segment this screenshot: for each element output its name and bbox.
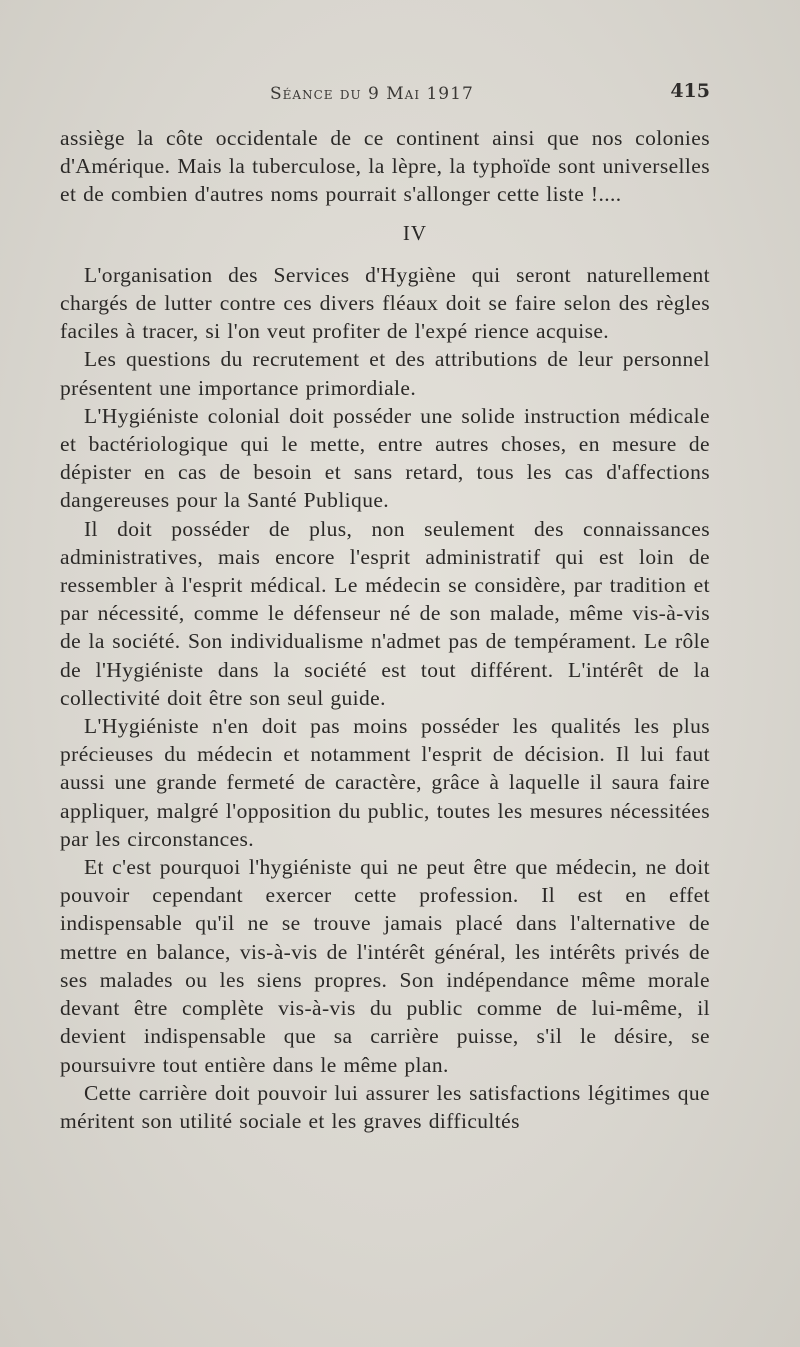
- paragraph: assiège la côte occidentale de ce continent ainsi que nos colonies d'Amérique. Mais la tuberculose, la lèpre, la typhoïde sont universelles et de combien d'autres noms pourrait s'allonger cette liste !....: [60, 126, 710, 207]
- page-number: 415: [670, 80, 710, 102]
- paragraph: Les questions du recrutement et des attributions de leur personnel présentent une importance primordiale.: [60, 347, 710, 400]
- paragraph: Et c'est pourquoi l'hygiéniste qui ne peut être que médecin, ne doit pouvoir cependant exercer cette profession. Il est en effet indispensable qu'il ne se trouve jamais placé dans l'alternative de mettre en balance, vis-à-vis de l'intérêt général, les intérêts privés de ses malades ou les siens propres. Son indépendance même morale devant être complète vis-à-vis du public comme de lui-même, il devient indispensable que sa carrière puisse, s'il le désire, se poursuivre tout entière dans le même plan.: [60, 855, 710, 1077]
- paragraph: L'organisation des Services d'Hygiène qui seront naturellement chargés de lutter contre ces divers fléaux doit se faire selon des règles faciles à tracer, si l'on veut profiter de l'expé rience acquise.: [60, 262, 710, 344]
- paragraph: L'Hygiéniste n'en doit pas moins posséder les qualités les plus précieuses du médecin et notamment l'esprit de décision. Il lui faut aussi une grande fermeté de caractère, grâce à laquelle il saura faire appliquer, malgré l'opposition du public, toutes les mesures nécessitées par les circonstances.: [60, 714, 710, 851]
- paragraph: Cette carrière doit pouvoir lui assurer les satisfactions légitimes que méritent son utilité sociale et les graves difficultés: [60, 1080, 710, 1133]
- body-text: [60, 124, 710, 1135]
- paragraph: Il doit posséder de plus, non seulement des connaissances administratives, mais encore l'esprit administratif qui est loin de ressembler à l'esprit médical. Le médecin se considère, par tradition et par nécessité, comme le défenseur né de son malade, même vis-à-vis de la société. Son individualisme n'admet pas de tempérament. Le rôle de l'Hygiéniste dans la société est tout différent. L'intérêt de la collectivité doit être son seul guide.: [60, 516, 710, 710]
- paragraph: L'Hygiéniste colonial doit posséder une solide instruction médicale et bactériologique qui le mette, entre autres choses, en mesure de dépister en cas de besoin et sans retard, tous les cas d'affections dangereuses pour la Santé Publique.: [60, 403, 710, 513]
- page-header: [60, 80, 710, 110]
- section-heading: IV: [402, 220, 428, 245]
- running-head: Séance du 9 Mai 1917: [270, 84, 474, 104]
